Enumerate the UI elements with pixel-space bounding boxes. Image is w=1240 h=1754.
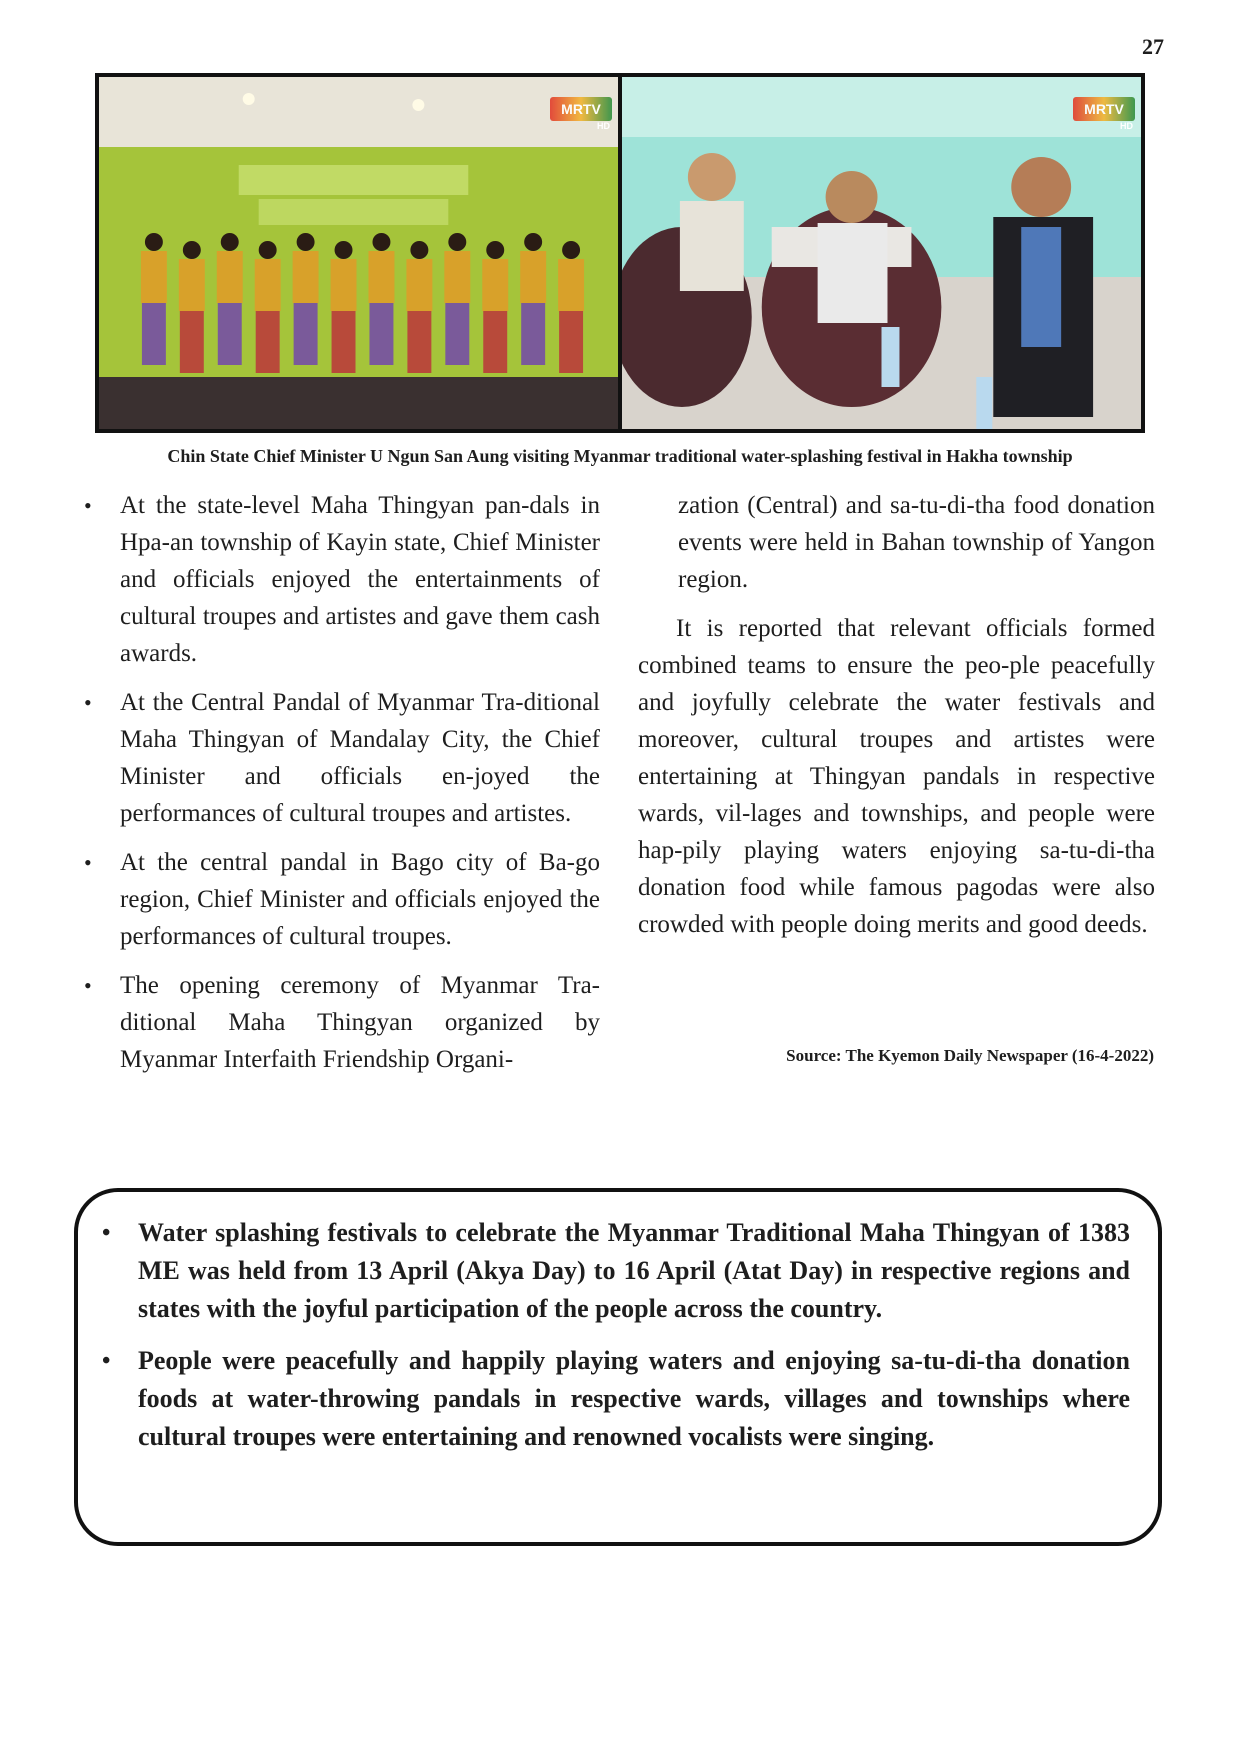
continued-bullet-text: zation (Central) and sa-tu-di-tha food donation events were held in Bahan township of Yangon region. xyxy=(678,492,1155,593)
hd-badge: HD xyxy=(1120,121,1133,131)
body-paragraph: It is reported that relevant officials formed combined teams to ensure the peo-ple peacefully and joyfully celebrate the water festivals and moreover, cultural troupes and artistes were entertaining at Thingyan pandals in respective wards, vil-lages and townships, and people were hap-pily playing waters enjoying sa-tu-di-tha donation food while famous pagodas were also crowded with people doing merits and good deeds. xyxy=(638,615,1155,938)
photo-strip xyxy=(95,73,1145,433)
source-citation: Source: The Kyemon Daily Newspaper (16-4-2022) xyxy=(786,1046,1154,1065)
summary-box xyxy=(74,1188,1162,1546)
list-item: • The opening ceremony of Myanmar Tra-ditional Maha Thingyan organized by Myanmar Interfaith Friendship Organi- xyxy=(120,967,600,1078)
channel-logo: MRTV xyxy=(550,97,612,121)
channel-logo: MRTV xyxy=(1073,97,1135,121)
photo-dance-performance xyxy=(99,77,618,429)
photo-officials-seated xyxy=(622,77,1141,429)
list-item: • At the state-level Maha Thingyan pan-dals in Hpa-an township of Kayin state, Chief Minister and officials enjoyed the entertainments of cultural troupes and artistes and gave them cash awards. xyxy=(120,487,600,672)
page-number: 27 xyxy=(1142,34,1164,59)
list-item: • At the Central Pandal of Myanmar Tra-ditional Maha Thingyan of Mandalay City, the Chief Minister and officials en-joyed the performances of cultural troupes and artistes. xyxy=(120,684,600,832)
summary-item: • Water splashing festivals to celebrate the Myanmar Traditional Maha Thingyan of 1383 ME was held from 13 April (Akya Day) to 16 April (Atat Day) in respective regions and states with the joyful participation of the people across the country. xyxy=(138,1214,1130,1328)
list-item: • At the central pandal in Bago city of Ba-go region, Chief Minister and officials enjoyed the performances of cultural troupes. xyxy=(120,844,600,955)
photo-caption: Chin State Chief Minister U Ngun San Aung visiting Myanmar traditional water-splashing festival in Hakha township xyxy=(167,446,1073,466)
hd-badge: HD xyxy=(597,121,610,131)
summary-item: • People were peacefully and happily playing waters and enjoying sa-tu-di-tha donation foods at water-throwing pandals in respective wards, villages and townships where cultural troupes were entertaining and renowned vocalists were singing. xyxy=(138,1342,1130,1456)
left-column xyxy=(120,487,600,1090)
bullet-list xyxy=(120,487,600,1078)
summary-list xyxy=(138,1214,1130,1456)
right-column xyxy=(638,487,1155,955)
